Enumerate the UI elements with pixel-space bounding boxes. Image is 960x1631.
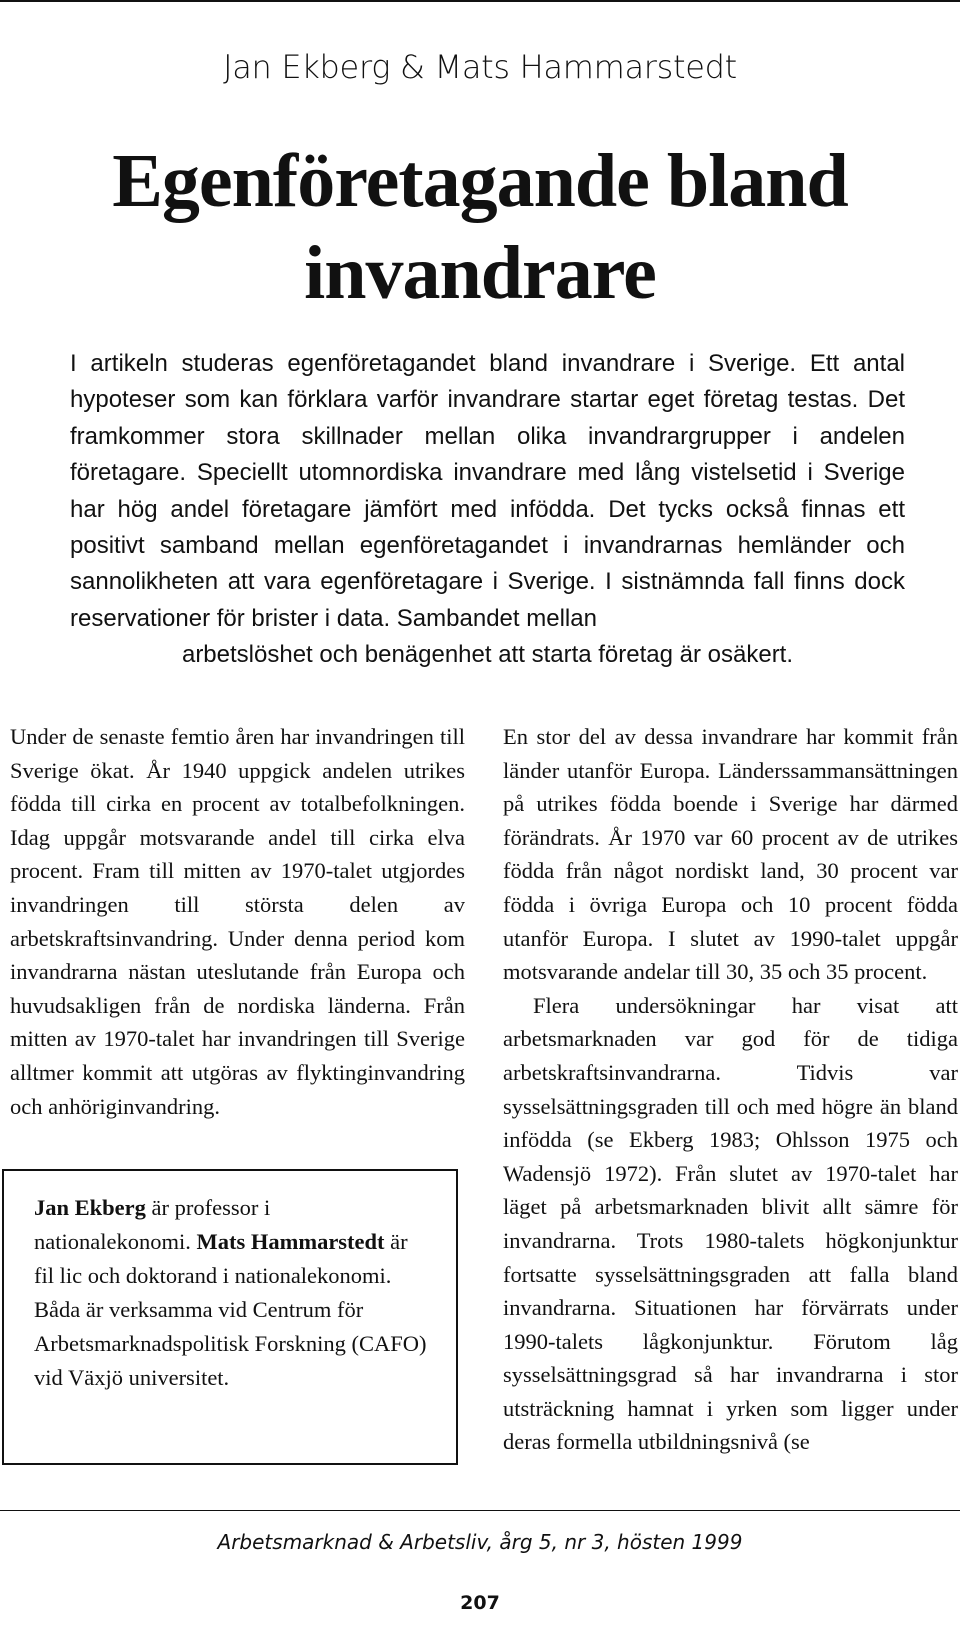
right-column [503, 720, 958, 1459]
right-paragraph-2: Flera undersökningar har visat att arbetsmarknaden var god för de tidiga arbetskraftsinvandrarna. Tidvis var sysselsättningsgraden till och med högre än bland infödda (se Ekberg 1983; Ohlsson 1975 och Wadensjö 1972). Från slutet av 1970-talet har läget på arbetsmarknaden blivit allt sämre för invandrarna. Trots 1980-talets högkonjunktur fortsatte sysselsättningsgraden att falla bland invandrarna. Situationen har förvärrats under 1990-talets lågkonjunktur. Förutom låg sysselsättningsgrad så har invandrarna i stor utsträckning hamnat i yrken som ligger under deras formella utbildningsnivå (se [503, 992, 958, 1455]
article-title [0, 135, 960, 319]
top-rule [0, 0, 960, 2]
abstract-body: I artikeln studeras egenföretagandet bland invandrare i Sverige. Ett antal hypoteser som kan förklara varför invandrare startar eget företag testas. Det framkommer stora skillnader mellan olika invandrargrupper i andelen företagare. Speciellt utomnordiska invandrare med lång vistelsetid i Sverige har hög andel företagare jämfört med infödda. Det tycks också finnas ett positivt samband mellan egenföretagandet i invandrarnas hemländer och sannolikheten att vara egenföretagare i Sverige. I sistnämnda fall finns dock reservationer för brister i data. Sambandet mellan [70, 350, 905, 632]
page-number: 207 [460, 1592, 500, 1614]
title-line-1: Egenföretagande bland [112, 139, 848, 223]
bio-text-1: är professor i nationalekonomi. [34, 1195, 271, 1254]
title-line-2: invandrare [304, 231, 656, 315]
footer-rule [0, 1510, 960, 1511]
left-paragraph-1: Under de senaste femtio åren har invandringen till Sverige ökat. År 1940 uppgick andelen utrikes födda till cirka en procent av totalbefolkningen. Idag uppgår motsvarande andel till cirka elva procent. Fram till mitten av 1970-talet utgjordes invandringen till största delen av arbetskraftsinvandring. Under denna period kom invandrarna nästan uteslutande från Europa och huvudsakligen från de nordiska länderna. Från mitten av 1970-talet har invandringen till Sverige alltmer kommit att utgöras av flyktinginvandring och anhöriginvandring. [10, 724, 465, 1119]
bio-name-hammarstedt: Mats Hammarstedt [196, 1229, 385, 1254]
journal-citation: Arbetsmarknad & Arbetsliv, årg 5, nr 3, hösten 1999 [217, 1530, 743, 1554]
abstract [70, 346, 905, 674]
article-authors: Jan Ekberg & Mats Hammarstedt [223, 48, 737, 86]
abstract-last-line: arbetslöshet och benägenhet att starta företag är osäkert. [181, 641, 794, 669]
bio-name-ekberg: Jan Ekberg [34, 1195, 146, 1220]
bio-text-2: är fil lic och doktorand i nationalekonomi. Båda är verksamma vid Centrum för Arbetsmarknadspolitisk Forskning (CAFO) vid Växjö universitet. [34, 1229, 427, 1390]
right-paragraph-1: En stor del av dessa invandrare har kommit från länder utanför Europa. Länderssammansättningen på utrikes födda boende i Sverige har därmed förändrats. År 1970 var 60 procent av de utrikes födda från något nordiskt land, 30 procent var födda i övriga Europa och 10 procent födda utanför Europa. I slutet av 1990-talet uppgår motsvarande andelar till 30, 35 och 35 procent. [503, 724, 958, 985]
author-bio-box [2, 1169, 458, 1465]
left-column [10, 720, 465, 1123]
